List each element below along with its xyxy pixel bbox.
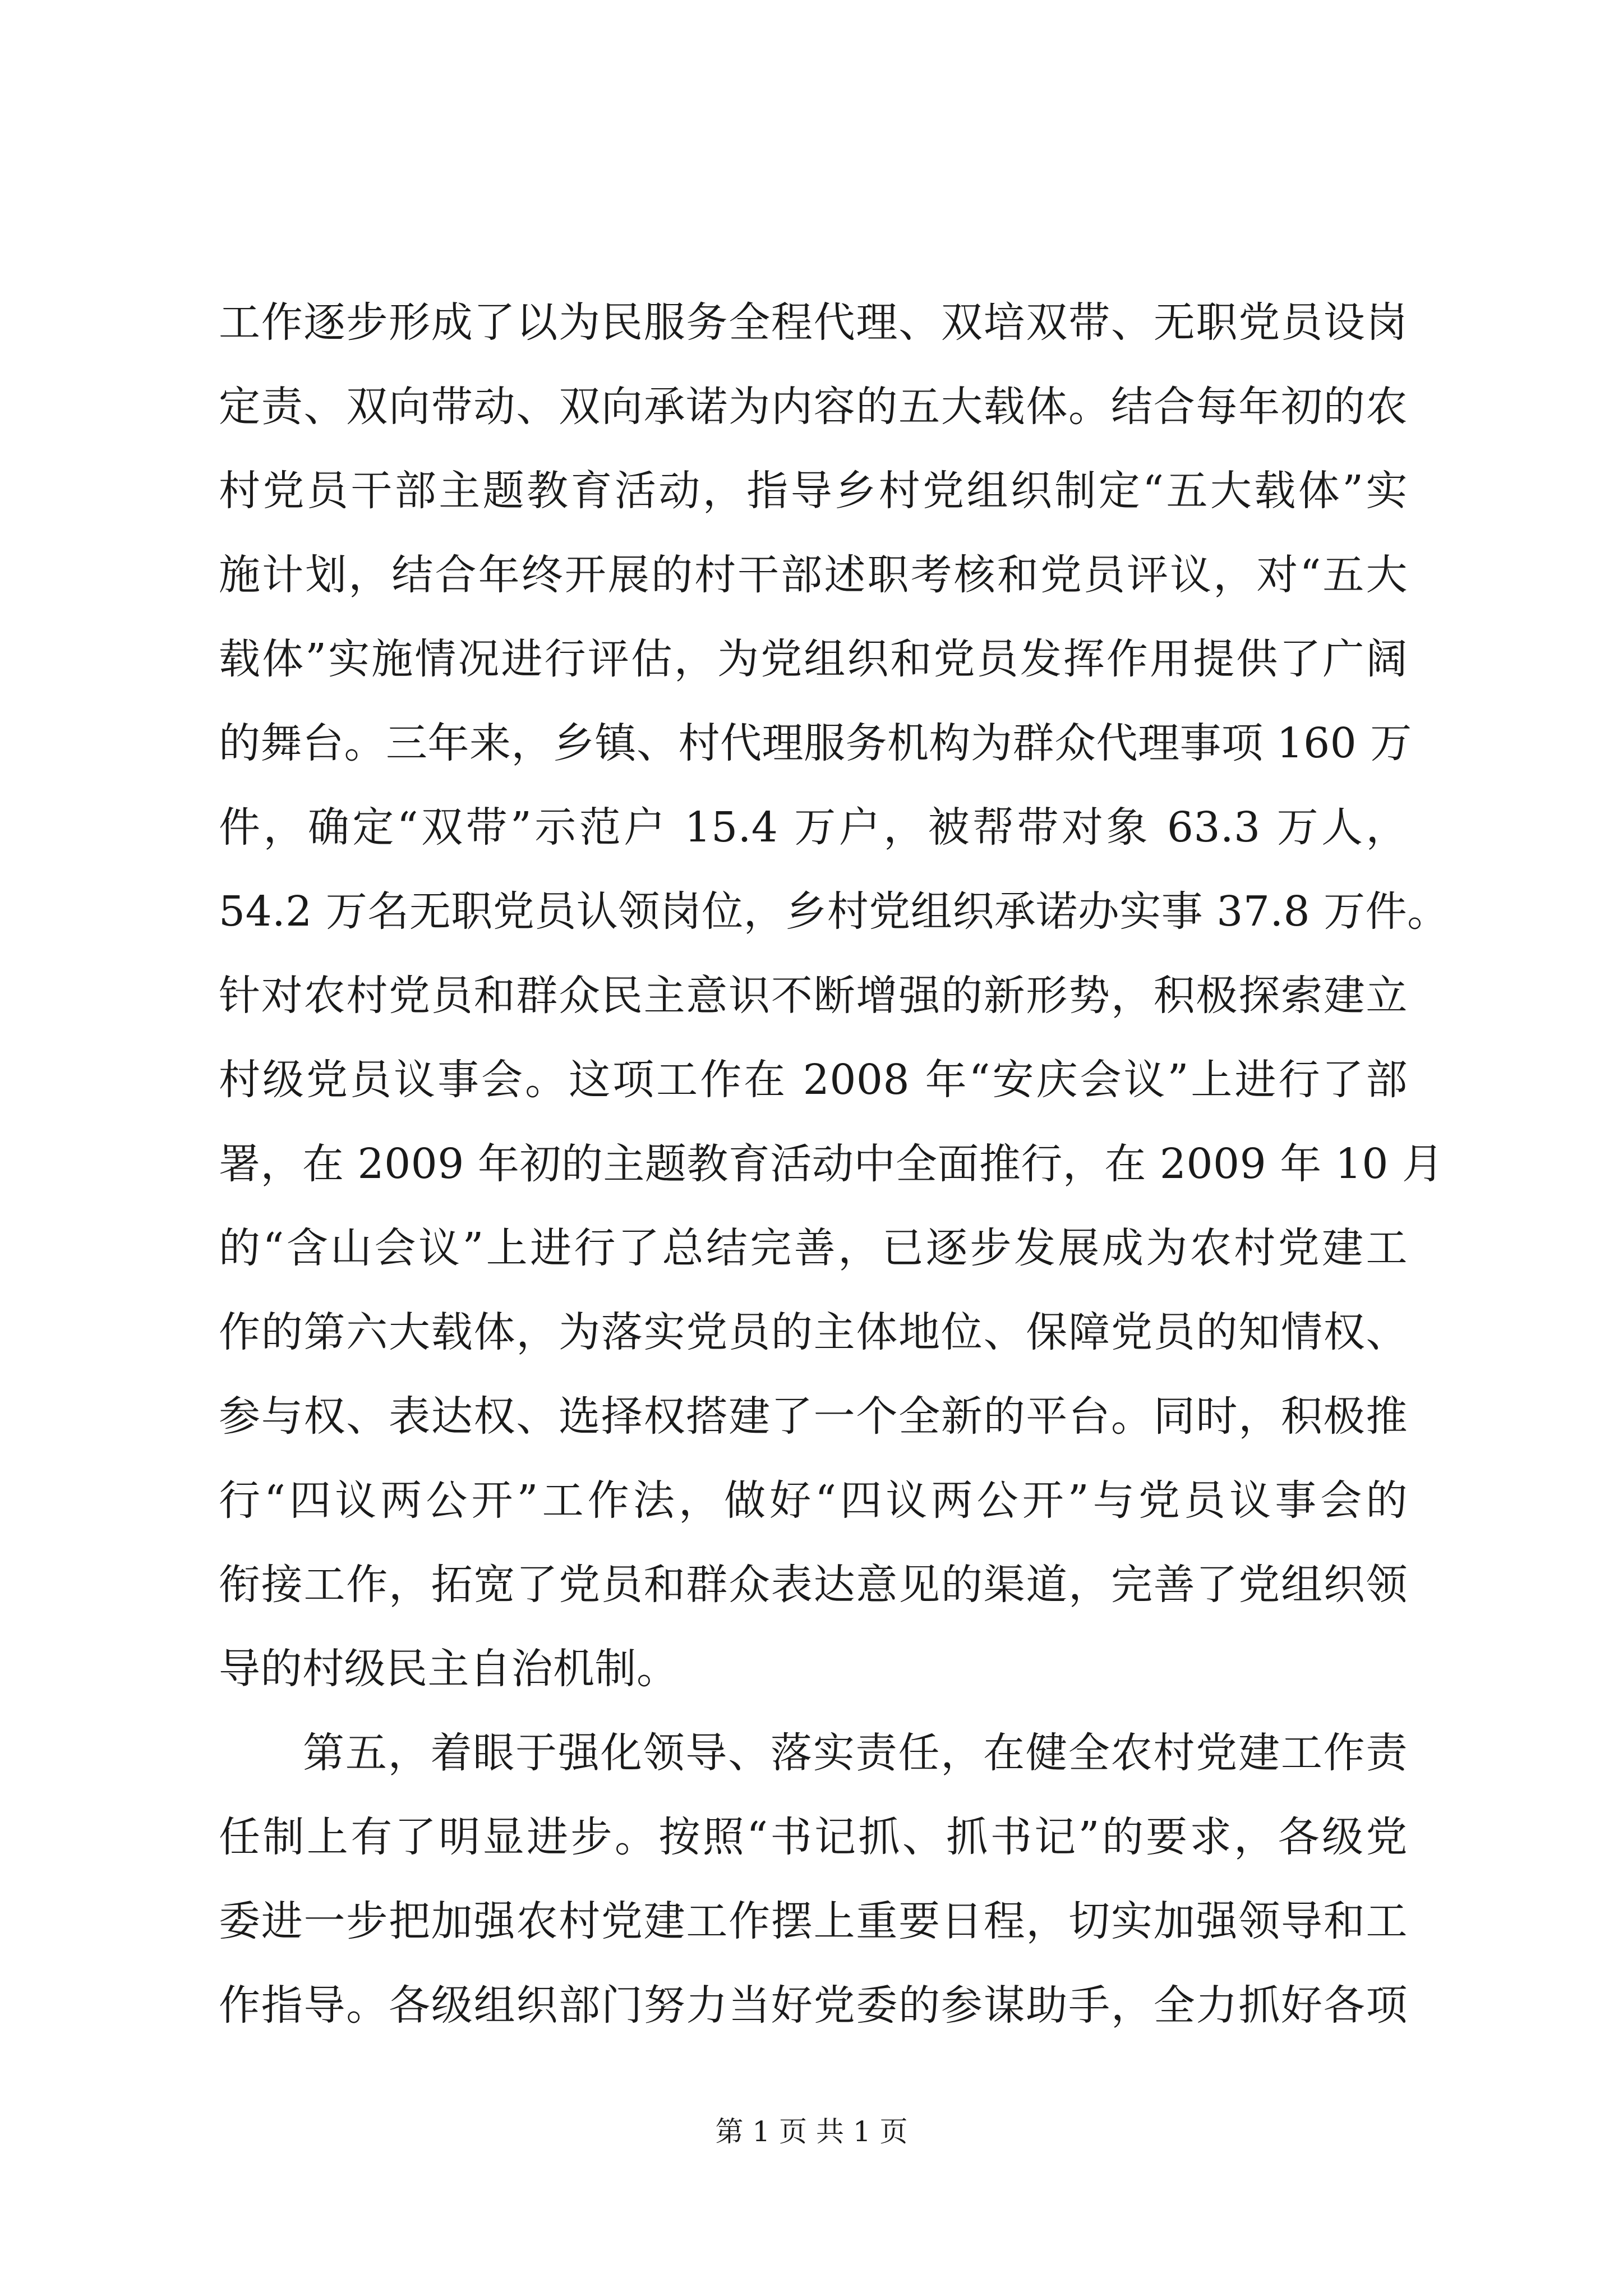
text-line: 委进一步把加强农村党建工作摆上重要日程，切实加强领导和工 <box>219 1897 1408 1945</box>
text-line: 的舞台。三年来，乡镇、村代理服务机构为群众代理事项 160 万 <box>219 719 1412 767</box>
paragraph-first-line: 第五，着眼于强化领导、落实责任，在健全农村党建工作责 <box>303 1729 1408 1777</box>
text-line: 载体”实施情况进行评估，为党组织和党员发挥作用提供了广阔 <box>219 635 1408 683</box>
text-line: 件，确定“双带”示范户 15.4 万户，被帮带对象 63.3 万人， <box>219 803 1408 852</box>
text-line: 衔接工作，拓宽了党员和群众表达意见的渠道，完善了党组织领 <box>219 1561 1408 1609</box>
text-line: 行“四议两公开”工作法，做好“四议两公开”与党员议事会的 <box>219 1476 1408 1525</box>
text-line: 工作逐步形成了以为民服务全程代理、双培双带、无职党员设岗 <box>219 298 1408 347</box>
text-line: 定责、双向带动、双向承诺为内容的五大载体。结合每年初的农 <box>219 383 1408 431</box>
text-line: 村党员干部主题教育活动，指导乡村党组织制定“五大载体”实 <box>219 467 1408 515</box>
text-line: 作指导。各级组织部门努力当好党委的参谋助手，全力抓好各项 <box>219 1981 1408 2030</box>
text-line: 任制上有了明显进步。按照“书记抓、抓书记”的要求，各级党 <box>219 1813 1408 1861</box>
text-line: 作的第六大载体，为落实党员的主体地位、保障党员的知情权、 <box>219 1308 1408 1356</box>
text-line: 针对农村党员和群众民主意识不断增强的新形势，积极探索建立 <box>219 972 1408 1020</box>
text-line: 的“含山会议”上进行了总结完善，已逐步发展成为农村党建工 <box>219 1224 1408 1272</box>
text-line: 村级党员议事会。这项工作在 2008 年“安庆会议”上进行了部 <box>219 1056 1408 1104</box>
page-footer: 第 1 页 共 1 页 <box>715 2115 908 2148</box>
text-line: 54.2 万名无职党员认领岗位，乡村党组织承诺办实事 37.8 万件。 <box>219 887 1449 936</box>
text-line: 参与权、表达权、选择权搭建了一个全新的平台。同时，积极推 <box>219 1392 1408 1441</box>
text-line: 施计划，结合年终开展的村干部述职考核和党员评议，对“五大 <box>219 551 1408 599</box>
text-line: 署，在 2009 年初的主题教育活动中全面推行，在 2009 年 10 月 <box>219 1140 1444 1188</box>
text-line: 导的村级民主自治机制。 <box>219 1645 679 1693</box>
